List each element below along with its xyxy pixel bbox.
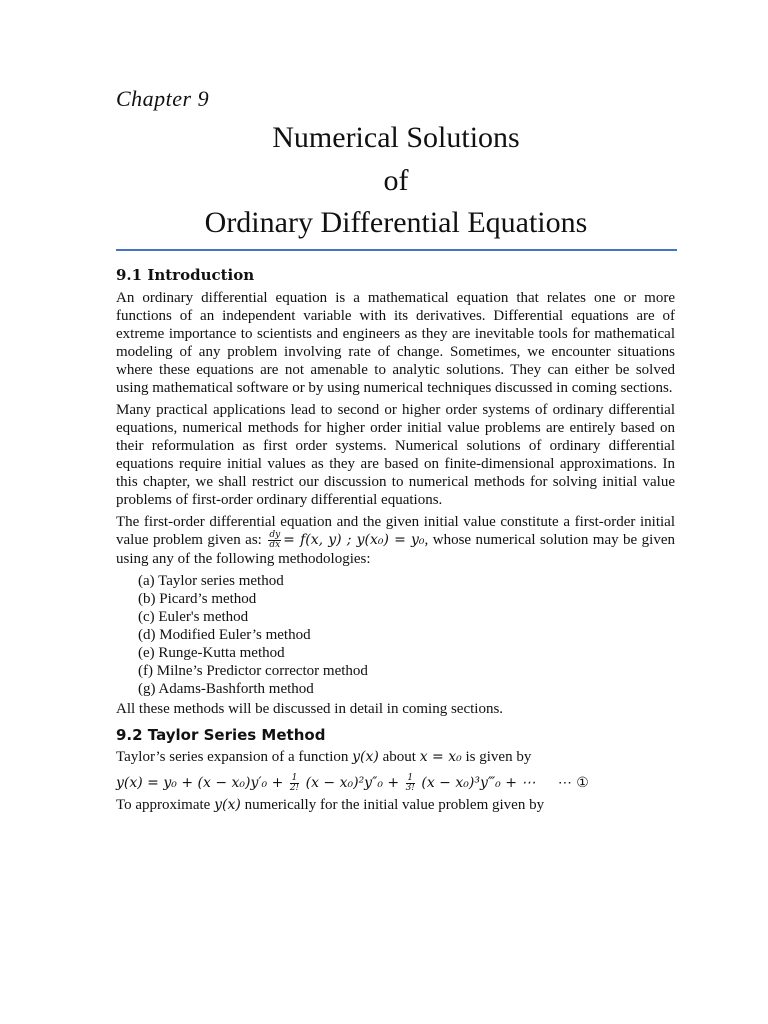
- math-function: y(x): [352, 749, 379, 766]
- chapter-label: Chapter 9: [116, 86, 210, 111]
- list-item: (e) Runge-Kutta method: [138, 645, 285, 662]
- title-divider: [116, 249, 677, 251]
- taylor-series-equation: [116, 770, 675, 796]
- paragraph-ivp: [116, 513, 675, 568]
- equation-number: ⋯ ①: [557, 775, 589, 792]
- fraction-numerator: dy: [269, 530, 281, 541]
- title-line-1: Numerical Solutions: [272, 121, 520, 154]
- methods-list: [138, 572, 675, 698]
- text-run: numerically for the initial value problem given by: [244, 797, 545, 814]
- fraction-numerator: 1: [291, 772, 298, 783]
- list-item: (g) Adams-Bashforth method: [138, 681, 314, 698]
- fraction-denominator: 2!: [289, 782, 300, 793]
- fraction-denominator: 3!: [405, 782, 415, 793]
- equation-part: (x − x₀)²y″₀ +: [305, 775, 400, 792]
- fraction-denominator: dx: [269, 540, 281, 551]
- equation-part: y(x) = y₀ + (x − x₀)y′₀ +: [116, 775, 284, 792]
- text-run: about: [382, 749, 416, 766]
- closing-sentence: All these methods will be discussed in detail in coming sections.: [116, 701, 504, 718]
- equation-part: (x − x₀)³y‴₀ + ⋯: [421, 775, 536, 792]
- list-item: (f) Milne’s Predictor corrector method: [138, 663, 368, 680]
- taylor-intro: [116, 748, 675, 766]
- body-text: [116, 289, 675, 818]
- derivative-fraction: [268, 531, 281, 550]
- approximation-text: [116, 796, 675, 814]
- ivp-text-end: , whose numerical solution may be given using any of the following methodologies:: [116, 532, 676, 568]
- math-point: x = x₀: [419, 749, 462, 766]
- list-item: (d) Modified Euler’s method: [138, 627, 311, 644]
- text-run: To approximate: [116, 797, 211, 814]
- section-heading-introduction: 9.1 Introduction: [116, 266, 255, 284]
- fraction-numerator: 1: [407, 772, 414, 783]
- section-heading-taylor: 9.2 Taylor Series Method: [116, 726, 326, 745]
- ivp-equation: = f(x, y) ; y(x₀) = y₀: [283, 532, 425, 548]
- title-line-2: of: [383, 164, 409, 197]
- list-item: (c) Euler's method: [138, 609, 249, 626]
- math-function: y(x): [214, 797, 241, 814]
- paragraph: An ordinary differential equation is a mathematical equation that relates one or more functions of an independent variable with its derivatives. Differential equations are of extreme importance to scientists and engineers as they are inevitable tools for mathematical modeling of any problem involving rate of change. Sometimes, we encounter situations where these equations are not amenable to analytic solutions. They can either be solved using mathematical software or by using numerical techniques discussed in coming sections.: [116, 290, 675, 396]
- text-run: Taylor’s series expansion of a function: [116, 749, 349, 766]
- list-item: (a) Taylor series method: [138, 573, 284, 590]
- coefficient-fraction: [290, 774, 299, 793]
- coefficient-fraction: [406, 774, 415, 793]
- ivp-text-start: The first-order differential equation and the given initial value constitute a first-order initial value problem given as:: [116, 514, 675, 548]
- title-line-3: Ordinary Differential Equations: [204, 206, 588, 239]
- paragraph: Many practical applications lead to second or higher order systems of ordinary differential equations, numerical methods for higher order initial value problems are entirely based on their reformulation as first order systems. Numerical solutions of ordinary differential equations require initial values as they are based on finite-dimensional approximations. In this chapter, we shall restrict our discussion to numerical methods for solving initial value problems of first-order ordinary differential equations.: [116, 402, 675, 508]
- text-run: is given by: [465, 749, 532, 766]
- list-item: (b) Picard’s method: [138, 591, 257, 608]
